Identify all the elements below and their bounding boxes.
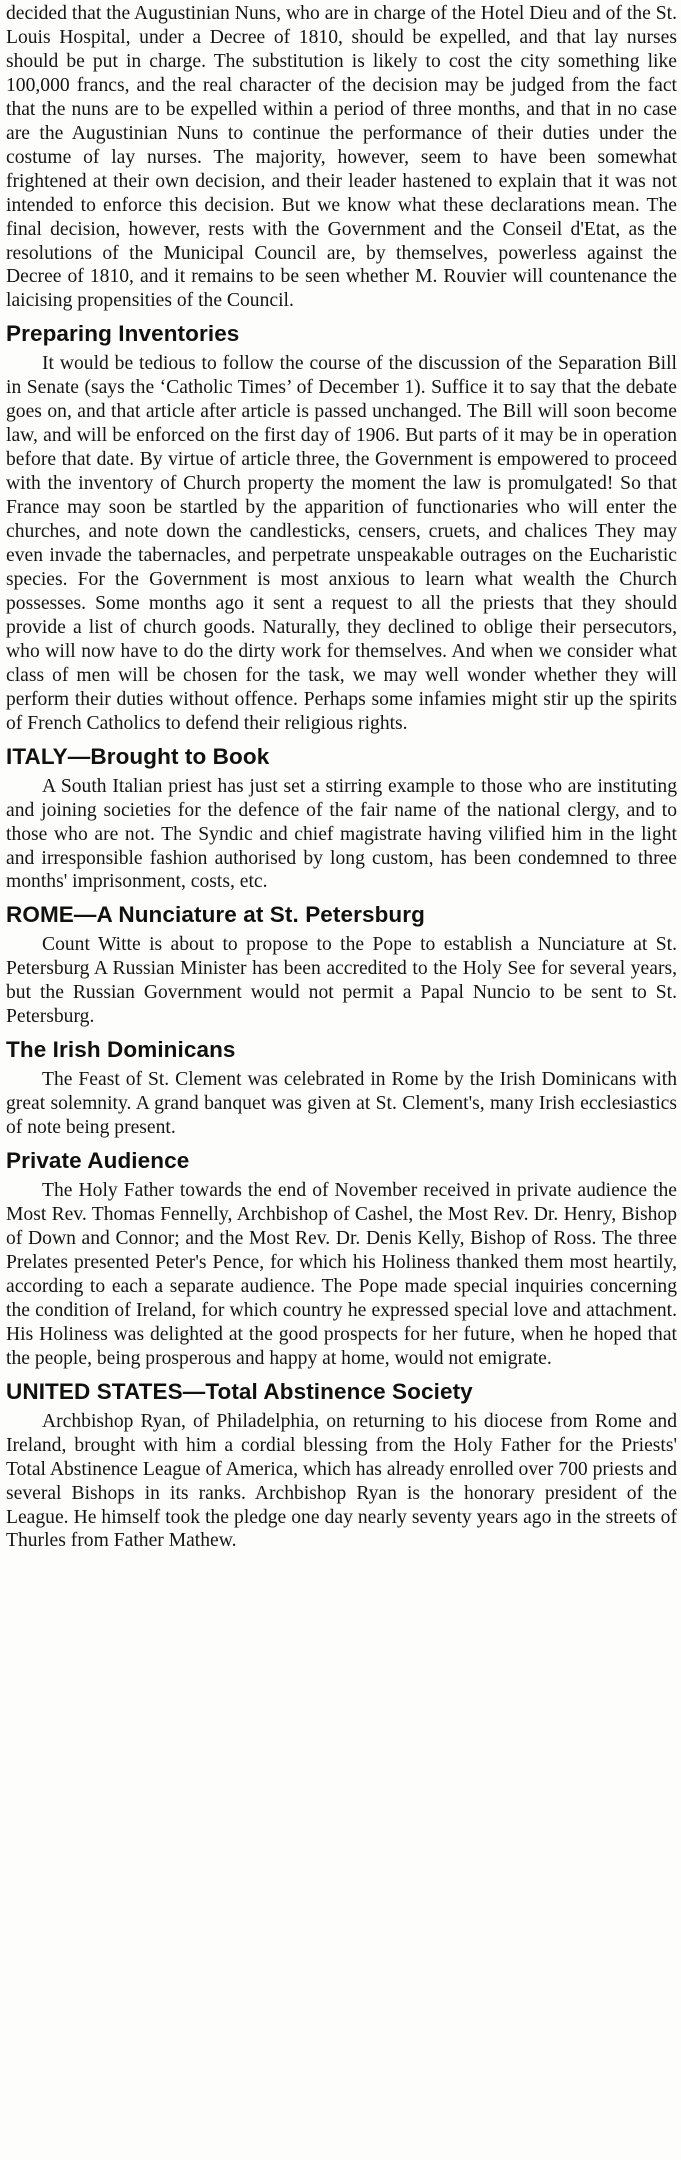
article-paragraph: decided that the Augustinian Nuns, who are in charge of the Hotel Dieu and of the St. Louis Hospital, under a Decree of 1810, should be expelled, and that lay nurses should be put in charge. The substitution is likely to cost the city something like 100,000 francs, and the real character of the decision may be judged from the fact that the nuns are to be expelled within a period of three months, and that in no case are the Augustinian Nuns to continue the performance of their duties under the costume of lay nurses. The majority, however, seem to have been somewhat frightened at their own decision, and their leader hastened to explain that it was not intended to enforce this decision. But we know what these declarations mean. The final decision, however, rests with the Government and the Conseil d'Etat, as the resolutions of the Municipal Council are, by themselves, powerless against the Decree of 1810, and it remains to be seen whether M. Rouvier will countenance the laicising propensities of the Council. [6, 3, 677, 312]
section-heading: Private Audience [6, 1148, 190, 1174]
article-paragraph: Archbishop Ryan, of Philadelphia, on returning to his diocese from Rome and Ireland, brought with him a cordial blessing from the Holy Father for the Priests' Total Abstinence League of America, which has already enrolled over 700 priests and several Bishops in its ranks. Archbishop Ryan is the honorary president of the League. He himself took the pledge one day nearly seventy years ago in the streets of Thurles from Father Mathew. [6, 1410, 677, 1552]
section-heading: The Irish Dominicans [6, 1037, 236, 1063]
section-heading: UNITED STATES—Total Abstinence Society [6, 1378, 473, 1404]
section-heading: ITALY—Brought to Book [6, 743, 270, 769]
article-continuation [6, 2, 677, 313]
article-preparing-inventories [6, 320, 677, 735]
article-united-states-total-abstinence [6, 1378, 677, 1554]
article-paragraph: Count Witte is about to propose to the Pope to establish a Nunciature at St. Petersburg A Russian Minister has been accredited to the Holy See for several years, but the Russian Government would not permit a Papal Nuncio to be sent to St. Petersburg. [6, 934, 677, 1028]
article-italy-brought-to-book [6, 743, 677, 895]
article-paragraph: It would be tedious to follow the course of the discussion of the Separation Bill in Senate (says the ‘Catholic Times’ of December 1). Suffice it to say that the debate goes on, and that article after article is passed unchanged. The Bill will soon become law, and will be enforced on the first day of 1906. But parts of it may be in operation before that date. By virtue of article three, the Government is empowered to proceed with the inventory of Church property the moment the law is promulgated! So that France may soon be startled by the apparition of functionaries who will enter the churches, and note down the candlesticks, censers, cruets, and chalices They may even invade the tabernacles, and perpetrate unspeakable outrages on the Eucharistic species. For the Government is most anxious to learn what wealth the Church possesses. Some months ago it sent a request to all the priests that they should provide a list of church goods. Naturally, they declined to oblige their persecutors, who will now have to do the dirty work for themselves. And when we consider what class of men will be chosen for the task, we may well wonder whether they will perform their duties without offence. Perhaps some infamies might stir up the spirits of French Catholics to defend their religious rights. [6, 353, 677, 734]
article-paragraph: A South Italian priest has just set a stirring example to those who are instituting and joining societies for the defence of the fair name of the national clergy, and to those who are not. The Syndic and chief magistrate having vilified him in the light and irresponsible fashion authorised by long custom, has been condemned to three months' imprisonment, costs, etc. [6, 775, 677, 893]
article-paragraph: The Feast of St. Clement was celebrated in Rome by the Irish Dominicans with great solemnity. A grand banquet was given at St. Clement's, many Irish ecclesiastics of note being present. [6, 1069, 677, 1139]
article-paragraph: The Holy Father towards the end of November received in private audience the Most Rev. Thomas Fennelly, Archbishop of Cashel, the Most Rev. Dr. Henry, Bishop of Down and Connor; and the Most Rev. Dr. Denis Kelly, Bishop of Ross. The three Prelates presented Peter's Pence, for which his Holiness thanked them most heartily, according to each a separate audience. The Pope made special inquiries concerning the condition of Ireland, for which country he expressed special love and attachment. His Holiness was delighted at the good prospects for her future, when he hoped that the people, being prosperous and happy at home, would not emigrate. [6, 1180, 677, 1369]
section-heading: ROME—A Nunciature at St. Petersburg [6, 902, 425, 928]
article-rome-nunciature [6, 901, 677, 1029]
article-irish-dominicans [6, 1036, 677, 1140]
article-private-audience [6, 1147, 677, 1371]
section-heading: Preparing Inventories [6, 321, 240, 347]
